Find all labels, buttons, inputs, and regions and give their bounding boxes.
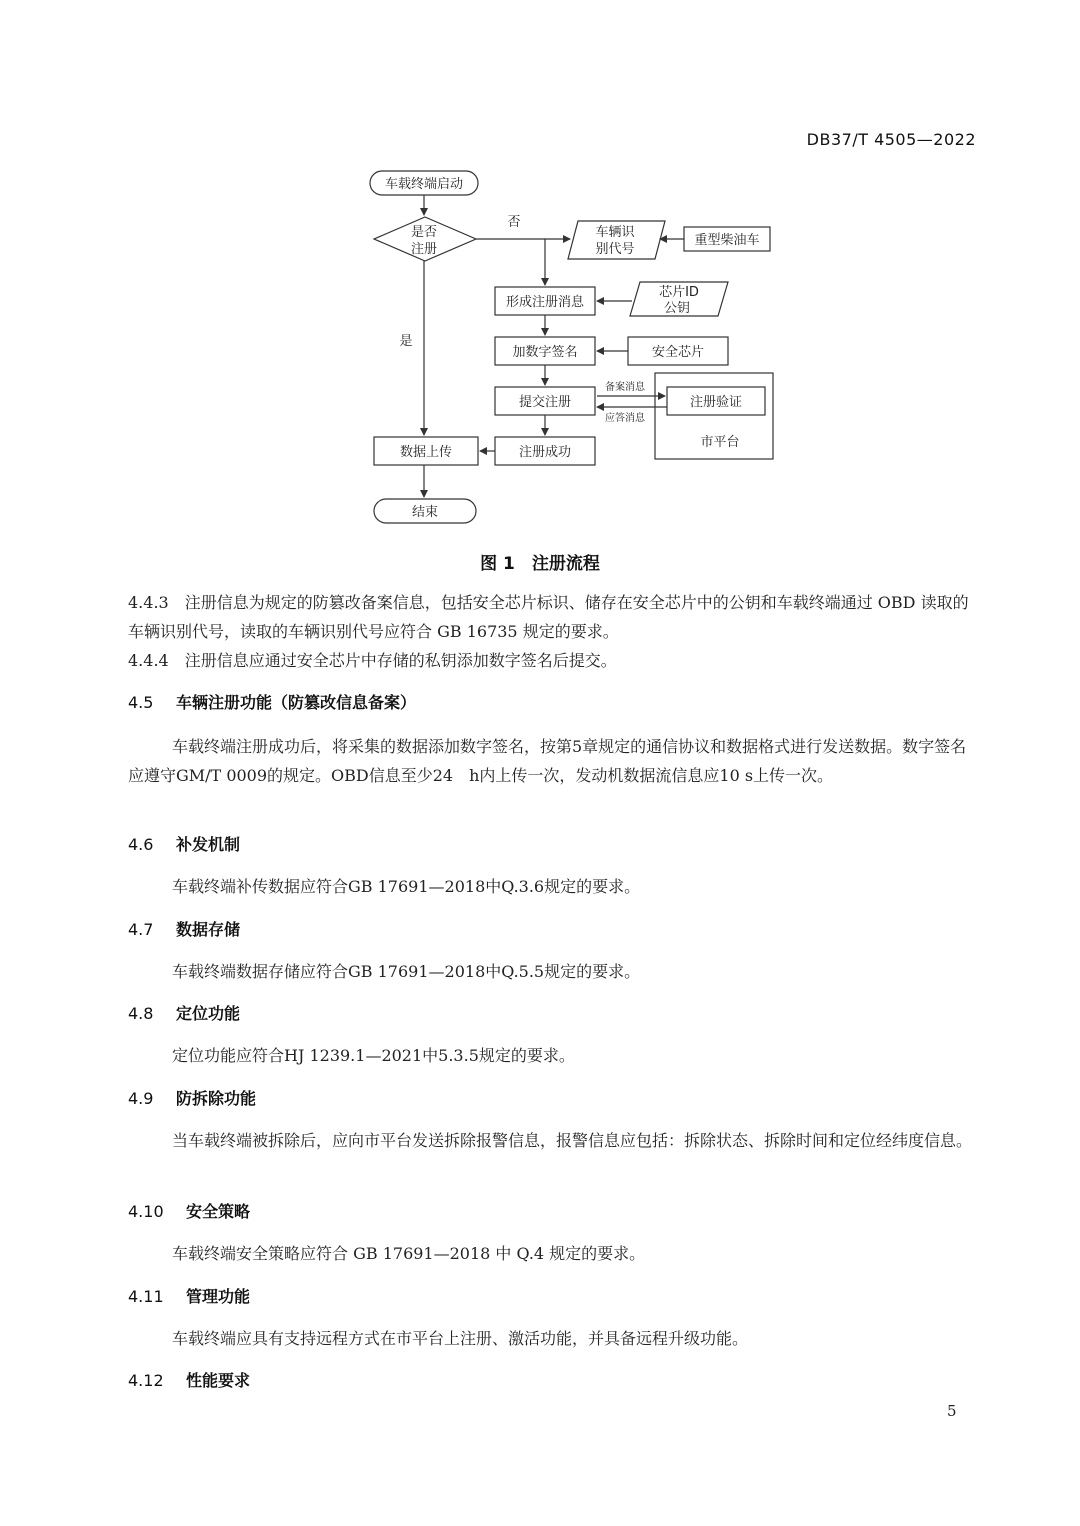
section-4-8-body: 定位功能应符合HJ 1239.1—2021中5.3.5规定的要求。	[172, 1046, 575, 1065]
paragraph-4-4-3: 4.4.3 注册信息为规定的防篡改备案信息，包括安全芯片标识、储存在安全芯片中的公钥和车载终端通过 OBD 读取的车辆识别代号，读取的车辆识别代号应符合 GB 16735 规定的要求。	[128, 593, 969, 641]
verify-label: 注册验证	[689, 395, 743, 410]
section-4-5-heading	[128, 690, 416, 713]
upload-label: 数据上传	[399, 445, 453, 460]
city-platform-label: 市平台	[700, 435, 740, 450]
end-label: 结束	[411, 505, 439, 520]
section-title: 定位功能	[176, 1004, 241, 1023]
form-msg-label: 形成注册消息	[505, 295, 585, 310]
section-number: 4.8	[128, 1004, 154, 1023]
section-number: 4.7	[128, 920, 154, 939]
heavy-truck-label: 重型柴油车	[694, 233, 760, 248]
success-label: 注册成功	[518, 445, 572, 460]
yes-label: 是	[399, 334, 413, 349]
section-4-7-heading	[128, 917, 240, 940]
section-number: 4.9	[128, 1089, 154, 1108]
section-4-6-heading	[128, 832, 240, 855]
no-label: 否	[507, 215, 521, 230]
reply-msg-label: 应答消息	[605, 413, 645, 424]
section-title: 防拆除功能	[176, 1089, 257, 1108]
section-4-10-heading	[128, 1199, 250, 1222]
section-title: 车辆注册功能（防篡改信息备案）	[176, 693, 417, 712]
section-4-11-body: 车载终端应具有支持远程方式在市平台上注册、激活功能，并具备远程升级功能。	[172, 1329, 749, 1348]
secure-chip-label: 安全芯片	[651, 345, 705, 360]
section-title: 补发机制	[176, 835, 241, 854]
start-label: 车载终端启动	[384, 177, 464, 192]
section-4-8-heading	[128, 1001, 240, 1024]
section-number: 4.6	[128, 835, 154, 854]
section-4-11-heading	[128, 1284, 250, 1307]
decision-label-2: 注册	[410, 242, 438, 257]
chip-id-label-1: 芯片ID	[659, 285, 699, 300]
section-number: 4.12	[128, 1371, 164, 1390]
section-number: 4.10	[128, 1202, 164, 1221]
section-4-9-body: 当车载终端被拆除后，应向市平台发送拆除报警信息，报警信息应包括：拆除状态、拆除时间和定位经纬度信息。	[172, 1131, 973, 1150]
section-4-12-heading	[128, 1368, 250, 1391]
section-4-5-body: 车载终端注册成功后，将采集的数据添加数字签名，按第5章规定的通信协议和数据格式进行发送数据。数字签名应遵守GM/T 0009的规定。OBD信息至少24 h内上传一次，发动机数据流信息应10 s上传一次。	[128, 737, 967, 785]
vin-label-2: 别代号	[595, 242, 635, 257]
decision-label-1: 是否	[410, 225, 438, 240]
section-number: 4.5	[128, 693, 154, 712]
paragraph-4-4-4: 4.4.4 注册信息应通过安全芯片中存储的私钥添加数字签名后提交。	[128, 651, 617, 670]
section-4-10-body: 车载终端安全策略应符合 GB 17691—2018 中 Q.4 规定的要求。	[172, 1244, 646, 1263]
page-number: 5	[947, 1402, 957, 1420]
submit-label: 提交注册	[518, 395, 572, 410]
chip-id-label-2: 公钥	[663, 301, 691, 316]
section-title: 安全策略	[186, 1202, 251, 1221]
document-id: DB37/T 4505—2022	[806, 130, 976, 149]
section-title: 数据存储	[176, 920, 241, 939]
add-sign-label: 加数字签名	[512, 345, 578, 360]
section-4-6-body: 车载终端补传数据应符合GB 17691—2018中Q.3.6规定的要求。	[172, 877, 641, 896]
registration-flowchart	[0, 0, 1080, 540]
section-number: 4.11	[128, 1287, 164, 1306]
figure-caption: 图 1 注册流程	[480, 554, 600, 574]
vin-label-1: 车辆识	[595, 225, 635, 240]
section-4-7-body: 车载终端数据存储应符合GB 17691—2018中Q.5.5规定的要求。	[172, 962, 641, 981]
section-4-9-heading	[128, 1086, 256, 1109]
record-msg-label: 备案消息	[605, 382, 645, 393]
section-title: 管理功能	[186, 1287, 251, 1306]
section-title: 性能要求	[186, 1371, 251, 1390]
